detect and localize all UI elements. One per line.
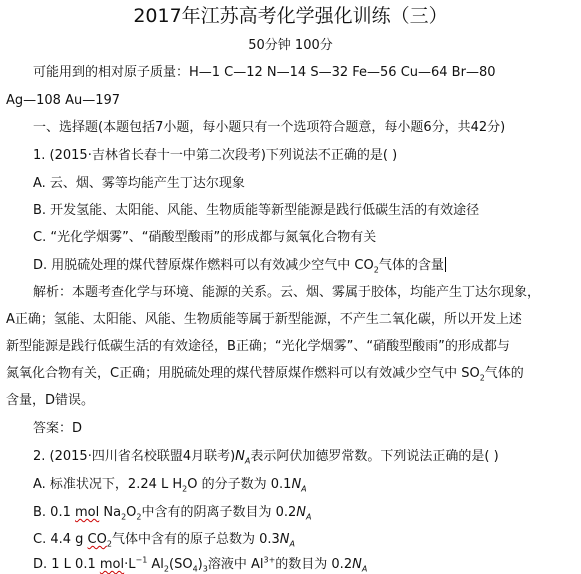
time-score: 50分钟 100分 bbox=[248, 38, 333, 53]
analysis-line-2: A正确；氢能、太阳能、风能、生物质能等属于新型能源，不产生二氧化碳，所以开发上述 bbox=[6, 312, 522, 327]
subscript: 2 bbox=[106, 539, 112, 549]
atomic-mass-line-2: Ag—108 Au—197 bbox=[6, 93, 121, 108]
option-text: A. 标准状况下，2.24 L H bbox=[33, 477, 183, 492]
text-cursor bbox=[445, 257, 446, 272]
option-text: O 的分子数为 0.1 bbox=[187, 477, 292, 492]
option-text: 的数目为 0.2 bbox=[275, 557, 353, 572]
avogadro-symbol: N bbox=[235, 449, 245, 464]
avogadro-symbol: N bbox=[291, 477, 302, 492]
subscript: 2 bbox=[479, 373, 485, 383]
option-text: (SO bbox=[169, 557, 193, 572]
option-text: ·L bbox=[124, 557, 136, 572]
subscript: A bbox=[306, 512, 312, 522]
question-1-option-a: A. 云、烟、雾等均能产生丁达尔现象 bbox=[33, 176, 245, 191]
subscript: 2 bbox=[373, 265, 379, 275]
option-text: 溶液中 Al bbox=[207, 557, 264, 572]
atomic-mass-line-1: 可能用到的相对原子质量：H—1 C—12 N—14 S—32 Fe—56 Cu—64 Br—80 bbox=[33, 65, 496, 80]
option-d-text-end: 气体的含量 bbox=[378, 258, 444, 273]
question-1-option-b: B. 开发氢能、太阳能、风能、生物质能等新型能源是践行低碳生活的有效途径 bbox=[33, 203, 480, 218]
option-text: Na bbox=[99, 505, 122, 520]
subscript: A bbox=[301, 484, 307, 494]
subscript: 2 bbox=[182, 484, 188, 494]
option-text: D. 1 L 0.1 bbox=[33, 557, 100, 572]
option-text: C. 4.4 g bbox=[33, 532, 88, 547]
question-1-stem: 1. (2015·吉林省长春十一中第二次段考)下列说法不正确的是( ) bbox=[33, 148, 398, 163]
question-2-stem bbox=[33, 449, 499, 465]
question-1-option-c: C. “光化学烟雾”、“硝酸型酸雨”的形成都与氮氧化合物有关 bbox=[33, 230, 377, 245]
stem-text: 2. (2015·四川省名校联盟4月联考) bbox=[33, 449, 236, 464]
analysis-line-1: 解析：本题考查化学与环境、能源的关系。云、烟、雾属于胶体，均能产生丁达尔现象， bbox=[33, 285, 541, 300]
option-text: B. 0.1 bbox=[33, 505, 75, 520]
superscript: −1 bbox=[135, 555, 148, 565]
question-1-option-d bbox=[33, 257, 446, 274]
option-text: ) bbox=[197, 557, 203, 572]
analysis-line-3: 新型能源是践行低碳生活的有效途径，B正确；“光化学烟雾”、“硝酸型酸雨”的形成都与 bbox=[6, 339, 510, 354]
subscript: A bbox=[361, 564, 368, 574]
superscript: 3+ bbox=[263, 555, 276, 565]
option-text: Al bbox=[147, 557, 164, 572]
spellcheck-word: mol bbox=[75, 505, 100, 520]
spellcheck-word: CO bbox=[87, 532, 107, 547]
avogadro-symbol: N bbox=[279, 532, 290, 547]
question-2-option-b bbox=[33, 505, 312, 521]
subscript: A bbox=[244, 456, 251, 466]
answer-1: 答案：D bbox=[33, 421, 83, 436]
question-2-option-d bbox=[33, 557, 367, 573]
avogadro-symbol: N bbox=[352, 557, 362, 572]
avogadro-symbol: N bbox=[296, 505, 307, 520]
subscript: 2 bbox=[136, 512, 142, 522]
analysis-line-5: 含量，D错误。 bbox=[6, 393, 95, 408]
question-2-option-c bbox=[33, 532, 295, 548]
option-text: 气体中含有的原子总数为 0.3 bbox=[111, 532, 280, 547]
page-title: 2017年江苏高考化学强化训练（三） bbox=[133, 5, 448, 27]
analysis-line-4 bbox=[6, 366, 524, 382]
question-2-option-a bbox=[33, 477, 307, 493]
option-d-text: D. 用脱硫处理的煤代替原煤作燃料可以有效减少空气中 CO bbox=[33, 258, 374, 273]
subscript: 4 bbox=[192, 564, 198, 574]
spellcheck-word: mol bbox=[99, 557, 125, 572]
option-text: 中含有的阴离子数目为 0.2 bbox=[141, 505, 297, 520]
subscript: 2 bbox=[163, 564, 170, 574]
analysis-text: 氮氧化合物有关，C正确；用脱硫处理的煤代替原煤作燃料可以有效减少空气中 SO bbox=[6, 366, 480, 381]
subscript: 2 bbox=[121, 512, 127, 522]
analysis-text-end: 气体的 bbox=[484, 366, 524, 381]
subscript: 3 bbox=[202, 564, 208, 574]
section-heading: 一、选择题(本题包括7小题，每小题只有一个选项符合题意，每小题6分，共42分) bbox=[33, 120, 506, 135]
stem-text-end: 表示阿伏加德罗常数。下列说法正确的是( ) bbox=[250, 449, 499, 464]
subscript: A bbox=[289, 539, 295, 549]
option-text: O bbox=[126, 505, 137, 520]
